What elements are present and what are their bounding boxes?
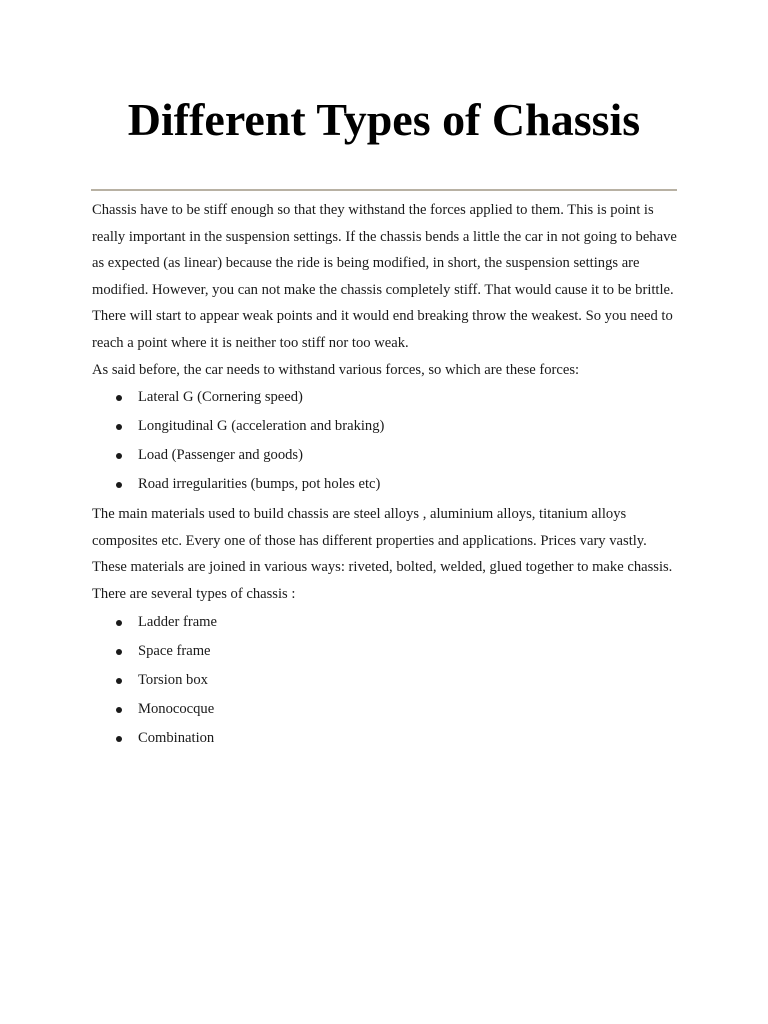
- bullet-icon: [116, 482, 122, 488]
- paragraph-forces-intro: As said before, the car needs to withstand various forces, so which are these forces:: [92, 361, 580, 378]
- document-body: [92, 197, 682, 753]
- bullet-icon: [116, 620, 122, 626]
- list-item-text: Load (Passenger and goods): [138, 447, 303, 464]
- list-item-text: Space frame: [138, 642, 211, 659]
- list-item-text: Monococque: [138, 700, 215, 717]
- list-item-text: Longitudinal G (acceleration and braking): [138, 418, 385, 435]
- paragraph-types-intro: There are several types of chassis :: [92, 585, 296, 602]
- list-item-text: Combination: [138, 729, 215, 746]
- list-item-text: Lateral G (Cornering speed): [138, 389, 303, 406]
- list-item: [92, 637, 682, 666]
- forces-list: [92, 383, 682, 499]
- list-item: [92, 383, 682, 412]
- document-title: Different Types of Chassis: [127, 94, 641, 145]
- list-item: [92, 724, 682, 753]
- list-item: [92, 441, 682, 470]
- bullet-icon: [116, 649, 122, 655]
- paragraph-stiffness: Chassis have to be stiff enough so that they withstand the forces applied to them. This is point is really important in the suspension settings. If the chassis bends a little the car in not going to behave as expected (as linear) because the ride is being modified, in short, the suspension settings are modified. However, you can not make the chassis completely stiff. That would cause it to be brittle. There will start to appear weak points and it would end breaking throw the weakest. So you need to reach a point where it is neither too stiff nor too weak.: [92, 202, 677, 351]
- list-item: [92, 608, 682, 637]
- list-item: [92, 412, 682, 441]
- bullet-icon: [116, 395, 122, 401]
- chassis-types-list: [92, 608, 682, 753]
- list-item-text: Ladder frame: [138, 613, 217, 630]
- bullet-icon: [116, 424, 122, 430]
- list-item-text: Road irregularities (bumps, pot holes etc): [138, 476, 381, 493]
- title-divider: [91, 189, 677, 191]
- bullet-icon: [116, 736, 122, 742]
- bullet-icon: [116, 453, 122, 459]
- bullet-icon: [116, 707, 122, 713]
- paragraph-materials: The main materials used to build chassis are steel alloys , aluminium alloys, titanium alloys composites etc. Every one of those has different properties and applications. Prices vary vastly. These materials are joined in various ways: riveted, bolted, welded, glued together to make chassis.: [92, 506, 673, 576]
- list-item: [92, 695, 682, 724]
- list-item: [92, 666, 682, 695]
- bullet-icon: [116, 678, 122, 684]
- list-item-text: Torsion box: [138, 671, 208, 688]
- list-item: [92, 470, 682, 499]
